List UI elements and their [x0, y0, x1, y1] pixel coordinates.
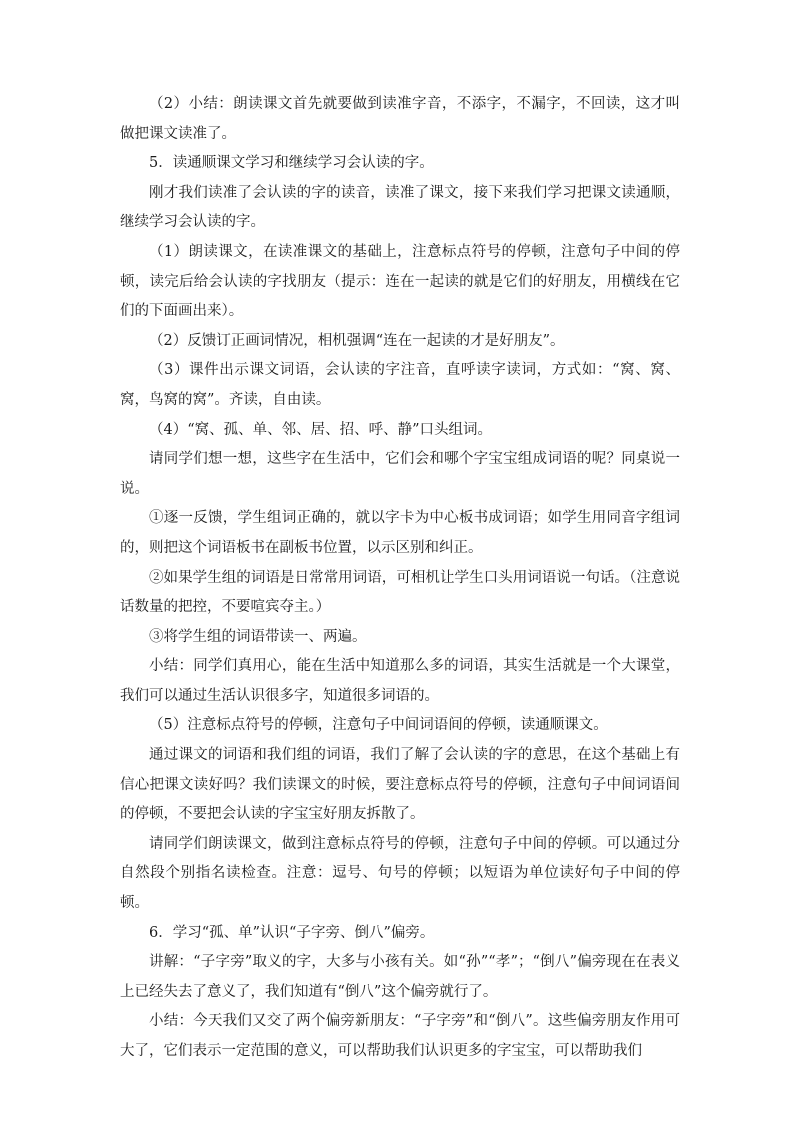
paragraph-step-1-read-aloud: （1）朗读课文，在读准课文的基础上，注意标点符号的停顿，注意句子中间的停顿，读完后给会认读的字找朋友（提示：连在一起读的就是它们的好朋友，用横线在它们的下面画出来）。 — [120, 243, 680, 320]
paragraph-summary-life-classroom: 小结：同学们真用心，能在生活中知道那么多的词语，其实生活就是一个大课堂，我们可以通过生活认识很多字，知道很多词语的。 — [120, 658, 680, 704]
paragraph-radical-explanation: 讲解：“子字旁”取义的字，大多与小孩有关。如“孙”“孝”；“倒八”偏旁现在在表义上已经失去了意义了，我们知道有“倒八”这个偏旁就行了。 — [120, 954, 680, 1000]
paragraph-summary-radical-friends: 小结：今天我们又交了两个偏旁新朋友：“子字旁”和“倒八”。这些偏旁朋友作用可大了，它们表示一定范围的意义，可以帮助我们认识更多的字宝宝，可以帮助我们 — [120, 1013, 680, 1059]
paragraph-confidence-reading: 通过课文的词语和我们组的词语，我们了解了会认读的字的意思，在这个基础上有信心把课文读好吗？我们读课文的时候，要注意标点符号的停顿，注意句子中间词语间的停顿，不要把会认读的字宝宝好朋友拆散了。 — [120, 747, 680, 823]
paragraph-step-4-word-building: （4）“窝、孤、单、邻、居、招、呼、静”口头组词。 — [149, 421, 493, 438]
paragraph-summary-reading-accuracy: （2）小结：朗读课文首先就要做到读准字音，不添字，不漏字，不回读，这才叫做把课文读准了。 — [120, 96, 680, 142]
paragraph-step-3-courseware-words: （3）课件出示课文词语，会认读的字注音，直呼读字读词，方式如：“窝、窝、窝，鸟窝的窝”。齐读，自由读。 — [120, 362, 680, 408]
paragraph-class-reading-check: 请同学们朗读课文，做到注意标点符号的停顿，注意句子中间的停顿。可以通过分自然段个别指名读检查。注意：逗号、句号的停顿；以短语为单位读好句子中间的停顿。 — [120, 835, 680, 912]
document-body — [120, 90, 680, 1067]
paragraph-intro-fluent-reading: 刚才我们读准了会认读的字的读音，读准了课文，接下来我们学习把课文读通顺，继续学习会认读的字。 — [120, 184, 680, 231]
paragraph-feedback-item-3: ③将学生组的词语带读一、两遍。 — [149, 628, 367, 645]
paragraph-step-2-feedback: （2）反馈订正画词情况，相机强调“连在一起读的才是好朋友”。 — [149, 332, 565, 349]
paragraph-step-5-pauses: （5）注意标点符号的停顿，注意句子中间词语间的停顿，读通顺课文。 — [149, 717, 608, 734]
paragraph-think-and-discuss: 请同学们想一想，这些字在生活中，它们会和哪个字宝宝组成词语的呢？同桌说一说。 — [120, 451, 680, 497]
paragraph-feedback-item-1: ①逐一反馈，学生组词正确的，就以字卡为中心板书成词语；如学生用同音字组词的，则把这个词语板书在副板书位置，以示区别和纠正。 — [120, 510, 680, 556]
section-heading-6: 6．学习“孤、单”认识“子字旁、倒八”偏旁。 — [149, 924, 435, 941]
section-heading-5: 5．读通顺课文学习和继续学习会认读的字。 — [149, 155, 434, 172]
paragraph-feedback-item-2: ②如果学生组的词语是日常常用词语，可相机让学生口头用词语说一句话。（注意说话数量的把控，不要喧宾夺主。） — [120, 569, 680, 616]
